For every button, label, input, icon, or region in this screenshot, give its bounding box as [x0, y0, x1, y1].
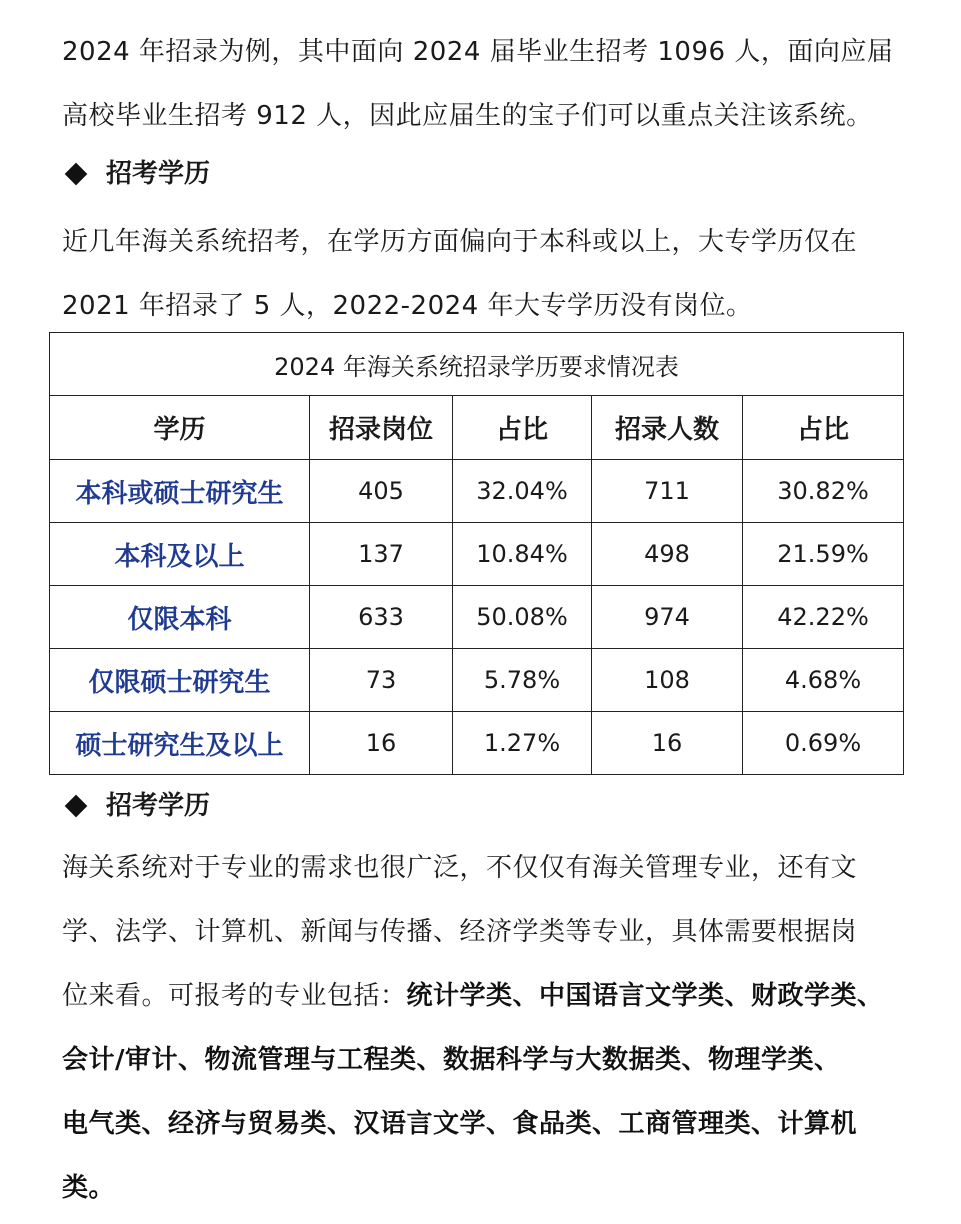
- positions-cell: 137: [310, 523, 453, 586]
- headcount-share-cell: 30.82%: [743, 460, 904, 523]
- majors-line-6: 类。: [62, 1173, 116, 1203]
- positions-share-cell: 10.84%: [453, 523, 592, 586]
- majors-line-3: [62, 964, 902, 1028]
- section-heading-education: [62, 154, 210, 194]
- education-level-cell: 仅限本科: [50, 586, 310, 649]
- positions-cell: 405: [310, 460, 453, 523]
- black-diamond-icon: [65, 163, 88, 186]
- education-paragraph: [62, 210, 902, 338]
- headcount-cell: 498: [592, 523, 743, 586]
- education-line-2: 2021 年招录了 5 人，2022-2024 年大专学历没有岗位。: [62, 291, 753, 321]
- education-requirements-table: [49, 332, 904, 775]
- headcount-cell: 711: [592, 460, 743, 523]
- education-level-cell: 本科或硕士研究生: [50, 460, 310, 523]
- intro-line-1: 2024 年招录为例，其中面向 2024 届毕业生招考 1096 人，面向应届: [62, 37, 894, 67]
- majors-line-2: 学、法学、计算机、新闻与传播、经济学类等专业，具体需要根据岗: [62, 917, 858, 947]
- column-header: 占比: [743, 396, 904, 460]
- majors-line-5: 电气类、经济与贸易类、汉语言文学、食品类、工商管理类、计算机: [62, 1109, 858, 1139]
- intro-paragraph: [62, 20, 902, 148]
- majors-line-1: 海关系统对于专业的需求也很广泛，不仅仅有海关管理专业，还有文: [62, 853, 858, 883]
- majors-paragraph: [62, 836, 902, 1220]
- positions-cell: 633: [310, 586, 453, 649]
- headcount-share-cell: 4.68%: [743, 649, 904, 712]
- headcount-share-cell: 21.59%: [743, 523, 904, 586]
- column-header: 招录人数: [592, 396, 743, 460]
- education-level-cell: 仅限硕士研究生: [50, 649, 310, 712]
- headcount-cell: 108: [592, 649, 743, 712]
- column-header: 占比: [453, 396, 592, 460]
- table-row: [50, 460, 904, 523]
- positions-share-cell: 1.27%: [453, 712, 592, 775]
- majors-list-bold: 统计学类、中国语言文学类、财政学类、: [406, 981, 884, 1011]
- column-header: 学历: [50, 396, 310, 460]
- education-line-1: 近几年海关系统招考，在学历方面偏向于本科或以上，大专学历仅在: [62, 227, 858, 257]
- headcount-share-cell: 0.69%: [743, 712, 904, 775]
- table-row: [50, 586, 904, 649]
- table-header-row: [50, 396, 904, 460]
- table-caption: 2024 年海关系统招录学历要求情况表: [50, 333, 904, 396]
- positions-share-cell: 5.78%: [453, 649, 592, 712]
- table-row: [50, 649, 904, 712]
- majors-line-4: 会计/审计、物流管理与工程类、数据科学与大数据类、物理学类、: [62, 1045, 841, 1075]
- section-heading-text: 招考学历: [106, 791, 211, 821]
- positions-share-cell: 32.04%: [453, 460, 592, 523]
- education-level-cell: 本科及以上: [50, 523, 310, 586]
- column-header: 招录岗位: [310, 396, 453, 460]
- headcount-cell: 16: [592, 712, 743, 775]
- table-row: [50, 712, 904, 775]
- positions-cell: 16: [310, 712, 453, 775]
- majors-intro-text: 位来看。可报考的专业包括：: [62, 981, 407, 1011]
- table-row: [50, 523, 904, 586]
- headcount-cell: 974: [592, 586, 743, 649]
- section-heading-text: 招考学历: [106, 159, 211, 189]
- intro-line-2: 高校毕业生招考 912 人，因此应届生的宝子们可以重点关注该系统。: [62, 101, 873, 131]
- headcount-share-cell: 42.22%: [743, 586, 904, 649]
- section-heading-majors: [62, 786, 210, 826]
- black-diamond-icon: [65, 795, 88, 818]
- education-level-cell: 硕士研究生及以上: [50, 712, 310, 775]
- positions-share-cell: 50.08%: [453, 586, 592, 649]
- positions-cell: 73: [310, 649, 453, 712]
